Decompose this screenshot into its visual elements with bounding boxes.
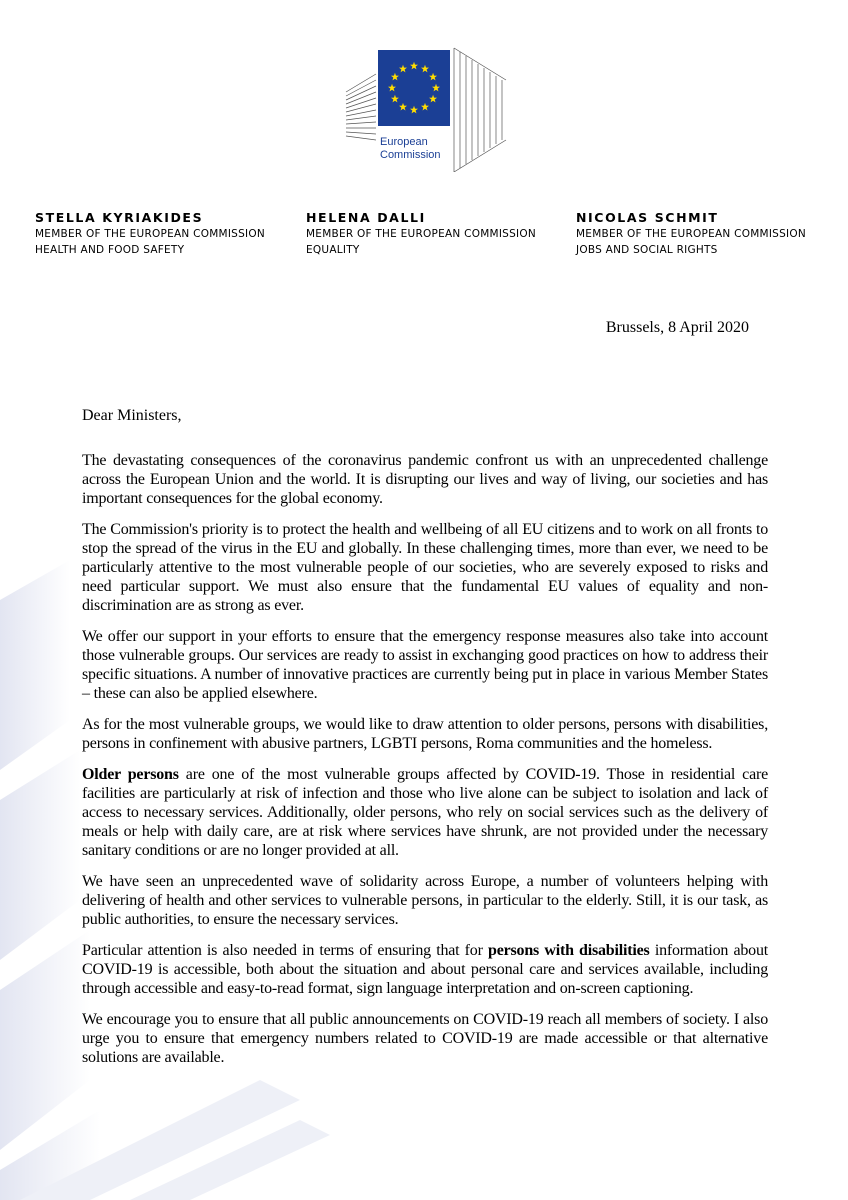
paragraph-7 [82, 941, 768, 998]
paragraph-5-text: are one of the most vulnerable groups affected by COVID-19. Those in residential care facilities are particularly at risk of infection and those who live alone can be subject to isolation and lack of access to necessary services. Additionally, older persons, who rely on social services such as the delivery of meals or help with daily care, are at risk where services have shrunk, are not provided under the necessary sanitary conditions or are no longer provided at all. [82, 766, 769, 859]
paragraph-1: The devastating consequences of the coronavirus pandemic confront us with an unprecedented challenge across the European Union and the world. It is disrupting our lives and way of living, our societies and has important consequences for the global economy. [82, 452, 768, 507]
paragraph-7-text: information about COVID-19 is accessible, both about the situation and about personal care and services available, including through accessible and easy-to-read format, sign language interpretation and on-screen captioning. [82, 942, 768, 997]
signatory-schmit [576, 210, 806, 258]
paragraph-7-start: Particular attention is also needed in terms of ensuring that for [82, 942, 489, 959]
paragraph-2: The Commission's priority is to protect the health and wellbeing of all EU citizens and to work on all fronts to stop the spread of the virus in the EU and globally. In these challenging times, more than ever, we need to be particularly attentive to the most vulnerable people of our societies, who are severely exposed to risks and need particular support. We must also ensure that the fundamental EU values of equality and non-discrimination are as strong as ever. [82, 521, 768, 614]
signatory-role: MEMBER OF THE EUROPEAN COMMISSION [306, 228, 536, 240]
salutation: Dear Ministers, [82, 407, 182, 424]
european-commission-logo [342, 44, 510, 172]
paragraph-8: We encourage you to ensure that all public announcements on COVID-19 reach all members of society. I also urge you to ensure that emergency numbers related to COVID-19 are made accessible or that alternative solutions are available. [82, 1011, 768, 1066]
signatory-portfolio: EQUALITY [306, 244, 360, 256]
paragraph-4: As for the most vulnerable groups, we would like to draw attention to older persons, persons with disabilities, persons in confinement with abusive partners, LGBTI persons, Roma communities and the homeless. [82, 716, 768, 752]
paragraph-6: We have seen an unprecedented wave of solidarity across Europe, a number of volunteers helping with delivering of health and other services to vulnerable persons, in particular to the elderly. Still, it is our task, as public authorities, to ensure the necessary services. [82, 873, 768, 928]
paragraph-3: We offer our support in your efforts to ensure that the emergency response measures also take into account those vulnerable groups. Our services are ready to assist in exchanging good practices on how to address their specific situations. A number of innovative practices are currently being put in place in various Member States – these can also be applied elsewhere. [82, 628, 768, 702]
paragraph-5 [82, 765, 768, 860]
letter-body [82, 451, 768, 1079]
signatory-name: HELENA DALLI [306, 210, 426, 225]
signatory-name: NICOLAS SCHMIT [576, 210, 719, 225]
signatory-name: STELLA KYRIAKIDES [35, 210, 204, 225]
signatory-portfolio: JOBS AND SOCIAL RIGHTS [576, 244, 718, 256]
signatory-role: MEMBER OF THE EUROPEAN COMMISSION [576, 228, 806, 240]
logo-text-line2: Commission [380, 149, 441, 161]
eu-flag [378, 50, 450, 126]
signatory-kyriakides [35, 210, 265, 258]
place-and-date: Brussels, 8 April 2020 [605, 319, 749, 336]
logo-text-line1: European [380, 136, 428, 148]
signatory-role: MEMBER OF THE EUROPEAN COMMISSION [35, 228, 265, 240]
signatory-portfolio: HEALTH AND FOOD SAFETY [35, 244, 185, 256]
disabilities-emphasis: persons with disabilities [488, 942, 650, 959]
older-persons-emphasis: Older persons [82, 766, 179, 783]
signatory-dalli [306, 210, 536, 258]
